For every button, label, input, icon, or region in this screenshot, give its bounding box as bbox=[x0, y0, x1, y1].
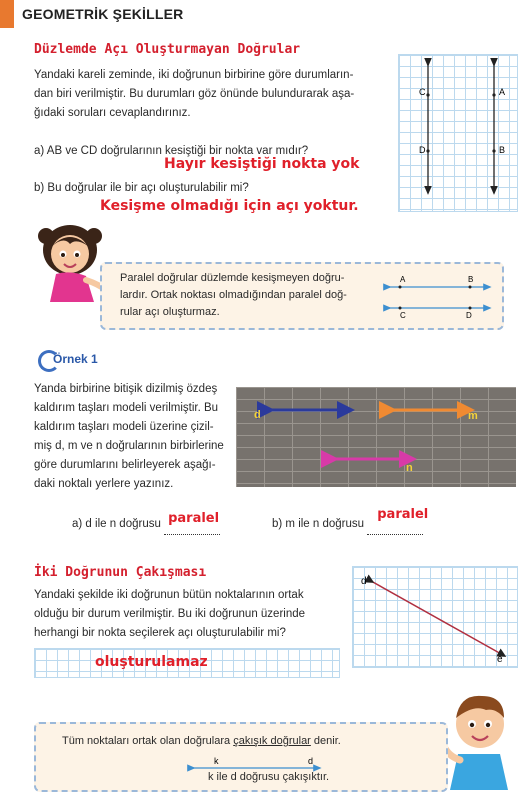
answer-a: Hayır kesiştiği nokta yok bbox=[164, 156, 360, 172]
label-e-coincident: e bbox=[497, 654, 503, 665]
mini-label-d2: d bbox=[308, 756, 314, 766]
intro-line: herhangi bir nokta seçilerek açı oluşturulabilir mi? bbox=[34, 627, 286, 639]
header-accent-bar bbox=[0, 0, 14, 28]
coincident-lines-figure bbox=[353, 567, 517, 667]
label-b: B bbox=[499, 145, 506, 155]
label-n-line: n bbox=[406, 462, 413, 474]
section1-intro bbox=[34, 66, 384, 123]
paving-stone-figure bbox=[236, 387, 516, 487]
callout-line: rular açı oluşturmaz. bbox=[120, 306, 220, 318]
coincident-definition-callout bbox=[34, 722, 448, 792]
example-line: miş d, m ve n doğrularının birbirlerine bbox=[34, 440, 224, 452]
callout-line: lardır. Ortak noktası olmadığından paralel doğ- bbox=[120, 289, 347, 301]
callout-text bbox=[120, 270, 380, 321]
label-a: A bbox=[499, 87, 506, 97]
question-b: b) Bu doğrular ile bir açı oluşturulabilir mi? bbox=[34, 182, 249, 194]
answer-b: Kesişme olmadığı için açı yoktur. bbox=[100, 198, 359, 214]
intro-line: Yandaki şekilde iki doğrunun bütün noktalarının ortak bbox=[34, 589, 304, 601]
parallel-definition-callout bbox=[100, 262, 504, 330]
section-title-parallel: Düzlemde Açı Oluşturmayan Doğrular bbox=[34, 42, 301, 57]
section2-answer: oluşturulamaz bbox=[95, 654, 208, 670]
label-d-line: d bbox=[254, 409, 261, 421]
intro-line: dan biri verilmiştir. Bu durumları göz önünde bulundurarak aşa- bbox=[34, 88, 355, 100]
example-q-b-text: b) m ile n doğrusu bbox=[272, 518, 365, 530]
boy-character-illustration bbox=[438, 684, 518, 790]
parallel-lines-figure bbox=[399, 55, 517, 211]
example-line: kaldırım taşları modeli verilmiştir. Bu bbox=[34, 402, 219, 414]
label-d: D bbox=[419, 145, 426, 155]
intro-line: olduğu bir durum verilmiştir. Bu iki doğrunun üzerinde bbox=[34, 608, 306, 620]
mini-label-a: A bbox=[400, 275, 406, 284]
mini-label-d: D bbox=[466, 311, 472, 320]
intro-line: Yandaki kareli zeminde, iki doğrunun birbirine göre durumların- bbox=[34, 69, 354, 81]
answer-grid-strip[interactable] bbox=[34, 648, 340, 678]
intro-line: ğıdaki soruları cevaplandırınız. bbox=[34, 107, 191, 119]
coincident-caption: k ile d doğrusu çakışıktır. bbox=[208, 771, 330, 783]
section2-intro bbox=[34, 586, 334, 643]
page-header-title: GEOMETRİK ŞEKİLLER bbox=[22, 6, 184, 22]
definition-underlined: çakışık doğrular bbox=[233, 735, 311, 747]
parallel-lines-grid bbox=[398, 54, 518, 212]
mini-label-c: C bbox=[400, 311, 406, 320]
paving-lines-overlay bbox=[236, 387, 516, 487]
answer-blank-b[interactable] bbox=[367, 507, 429, 535]
example-line: Yanda birbirine bitişik dizilmiş özdeş bbox=[34, 383, 218, 395]
label-c: C bbox=[419, 87, 426, 97]
answer-blank-a[interactable] bbox=[164, 511, 220, 535]
mini-label-k: k bbox=[214, 756, 219, 766]
line-de bbox=[371, 581, 503, 655]
parallel-lines-mini-figure bbox=[382, 270, 494, 322]
section-title-coincident: İki Doğrunun Çakışması bbox=[34, 565, 207, 580]
example-question-b bbox=[272, 507, 429, 535]
example-badge-label: Örnek 1 bbox=[53, 352, 98, 366]
example-line: göre durumlarını belirleyerek aşağı- bbox=[34, 459, 216, 471]
label-d-coincident: d bbox=[361, 576, 367, 587]
example-line: kaldırım taşları modeli üzerine çizil- bbox=[34, 421, 214, 433]
definition-after: denir. bbox=[310, 735, 341, 747]
coincident-definition-text bbox=[62, 732, 341, 751]
example-question-a bbox=[72, 511, 220, 535]
label-m-line: m bbox=[468, 410, 478, 422]
example-text bbox=[34, 380, 234, 494]
example-q-a-text: a) d ile n doğrusu bbox=[72, 518, 161, 530]
coincident-lines-grid bbox=[352, 566, 518, 668]
example-line: daki noktalı yerlere yazınız. bbox=[34, 478, 174, 490]
callout-line: Paralel doğrular düzlemde kesişmeyen doğru- bbox=[120, 272, 345, 284]
example-answer-b: paralel bbox=[377, 507, 429, 522]
question-a: a) AB ve CD doğrularının kesiştiği bir nokta var mıdır? bbox=[34, 145, 309, 157]
mini-label-b: B bbox=[468, 275, 474, 284]
definition-before: Tüm noktaları ortak olan doğrulara bbox=[62, 735, 234, 747]
girl-character-illustration bbox=[36, 222, 108, 302]
example-answer-a: paralel bbox=[168, 511, 220, 526]
